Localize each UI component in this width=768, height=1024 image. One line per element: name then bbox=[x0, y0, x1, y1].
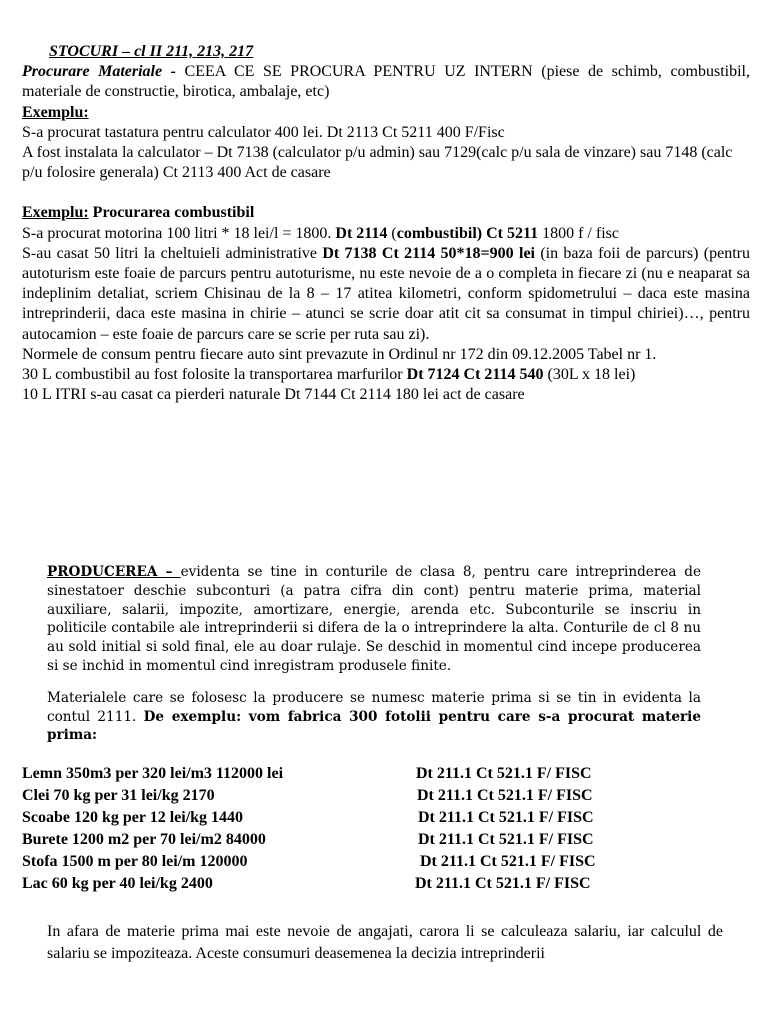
transport-entry: Dt 7124 Ct 2114 540 bbox=[406, 366, 544, 384]
materials-list bbox=[22, 763, 722, 895]
comb-debit: Dt 2114 bbox=[335, 224, 388, 242]
casat-text-c: (in baza foii de parcurs) (pentru autoturism este foaie de parcurs pentru autoturisme, nu este nevoie de a o completa in fiecare zi (nu e neaparat sa indeplinim detaliat, scriem Chisinau de la 8 – 17 atitea kilometri, conform spidometrului – daca este masina intreprinderii, daca este masina in chirie – atunci se scrie doar atit cit sa consumat in timpul chiriei)…, pentru autocamion – este foaie de parcurs care se scrie per ruta sau zi). bbox=[22, 244, 751, 343]
footer-paragraph: In afara de materie prima mai este nevoie de angajati, carora li se calculeaza salariu, iar calculul de salariu se impoziteaza. Aceste consumuri deasemenea la decizia intreprinderii bbox=[47, 923, 723, 962]
comb-text-a: S-a procurat motorina 100 litri * 18 lei/l = 1800. bbox=[22, 224, 336, 242]
section-stocuri bbox=[22, 42, 750, 405]
materiale-paragraph bbox=[47, 689, 701, 745]
example1-label-line bbox=[22, 103, 750, 123]
material-row bbox=[22, 873, 722, 895]
combustibil-purchase-line bbox=[22, 224, 750, 244]
material-entry: Dt 211.1 Ct 521.1 F/ FISC bbox=[416, 765, 592, 782]
example1-line2: A fost instalata la calculator – Dt 7138 (calculator p/u admin) sau 7129(calc p/u sala de vinzare) sau 7148 (calc p/u folosire generala) Ct 2113 400 Act de casare bbox=[22, 144, 733, 182]
section-footer bbox=[47, 921, 723, 965]
material-row bbox=[22, 785, 722, 807]
material-row bbox=[22, 763, 722, 785]
producerea-paragraph bbox=[47, 563, 701, 676]
material-entry: Dt 211.1 Ct 521.1 F/ FISC bbox=[418, 809, 594, 826]
material-entry: Dt 211.1 Ct 521.1 F/ FISC bbox=[417, 787, 593, 804]
section-producerea bbox=[47, 563, 701, 745]
comb-text-c: ( bbox=[387, 224, 397, 242]
producerea-label: PRODUCEREA – bbox=[47, 564, 181, 580]
procurare-paragraph bbox=[22, 62, 750, 102]
transport-text-c: (30L x 18 lei) bbox=[543, 366, 636, 384]
example1-label: Exemplu: bbox=[22, 103, 89, 121]
material-item: Clei 70 kg per 31 lei/kg 2170 bbox=[22, 787, 215, 804]
producerea-text: evidenta se tine in conturile de clasa 8, pentru care intreprinderea de sinestatoer deschie subconturi (a patra cifra din cont) pentru materie prima, material auxiliare, salarii, impozite, amortizare, energie, arenda etc. Subconturile se inscriu in politicile contabile ale intreprinderii si difera de la o intreprindere la alta. Conturile de cl 8 nu au sold initial si sold final, ele au doar rulaje. Se deschid in momentul cind incepe producerea si se inchid in momentul cind inregistram produsele finite. bbox=[47, 564, 702, 674]
example2-label: Exemplu: bbox=[22, 204, 89, 222]
material-row bbox=[22, 807, 722, 829]
stocuri-heading bbox=[22, 42, 750, 62]
material-item: Burete 1200 m2 per 70 lei/m2 84000 bbox=[22, 831, 266, 848]
material-item: Stofa 1500 m per 80 lei/m 120000 bbox=[22, 853, 248, 870]
procurare-label: Procurare Materiale - bbox=[22, 63, 176, 81]
materiale-text: Materialele care se folosesc la producere se numesc materie prima si se tin in evidenta la contul 2111. bbox=[47, 689, 701, 725]
material-item: Scoabe 120 kg per 12 lei/kg 1440 bbox=[22, 809, 244, 826]
stocuri-heading-text: STOCURI – cl II 211, 213, 217 bbox=[49, 43, 254, 60]
example2-heading bbox=[22, 203, 750, 223]
transport-text-a: 30 L combustibil au fost folosite la transportarea marfurilor bbox=[22, 366, 407, 384]
material-item: Lemn 350m3 per 320 lei/m3 112000 lei bbox=[22, 765, 284, 782]
material-entry: Dt 211.1 Ct 521.1 F/ FISC bbox=[420, 853, 596, 870]
normele-paragraph: Normele de consum pentru fiecare auto sint prevazute in Ordinul nr 172 din 09.12.2005 Tabel nr 1. bbox=[22, 345, 657, 363]
example1-line1: S-a procurat tastatura pentru calculator 400 lei. Dt 2113 Ct 5211 400 F/Fisc bbox=[22, 123, 505, 141]
comb-amount: 1800 f / fisc bbox=[538, 224, 619, 242]
materiale-bold-text: De exemplu: vom fabrica 300 fotolii pentru care s-a procurat materie prima: bbox=[47, 708, 701, 744]
material-entry: Dt 211.1 Ct 521.1 F/ FISC bbox=[415, 875, 591, 892]
comb-label: combustibil) bbox=[396, 224, 483, 242]
procurare-text: CEEA CE SE PROCURA PENTRU UZ INTERN (piese de schimb, combustibil, materiale de constructie, birotica, ambalaje, etc) bbox=[22, 63, 751, 101]
example2-title: Procurarea combustibil bbox=[88, 204, 255, 222]
transport-paragraph bbox=[22, 365, 750, 385]
material-row bbox=[22, 851, 722, 873]
material-item: Lac 60 kg per 40 lei/kg 2400 bbox=[22, 875, 213, 892]
casat-text-a: S-au casat 50 litri la cheltuieli administrative bbox=[22, 244, 323, 262]
material-row bbox=[22, 829, 722, 851]
spacer bbox=[22, 183, 750, 203]
casare-paragraph bbox=[22, 244, 750, 345]
itri-line: 10 L ITRI s-au casat ca pierderi naturale Dt 7144 Ct 2114 180 lei act de casare bbox=[22, 386, 525, 404]
comb-credit: Ct 5211 bbox=[486, 224, 539, 242]
casat-entry: Dt 7138 Ct 2114 50*18=900 lei bbox=[322, 244, 535, 262]
material-entry: Dt 211.1 Ct 521.1 F/ FISC bbox=[418, 831, 594, 848]
